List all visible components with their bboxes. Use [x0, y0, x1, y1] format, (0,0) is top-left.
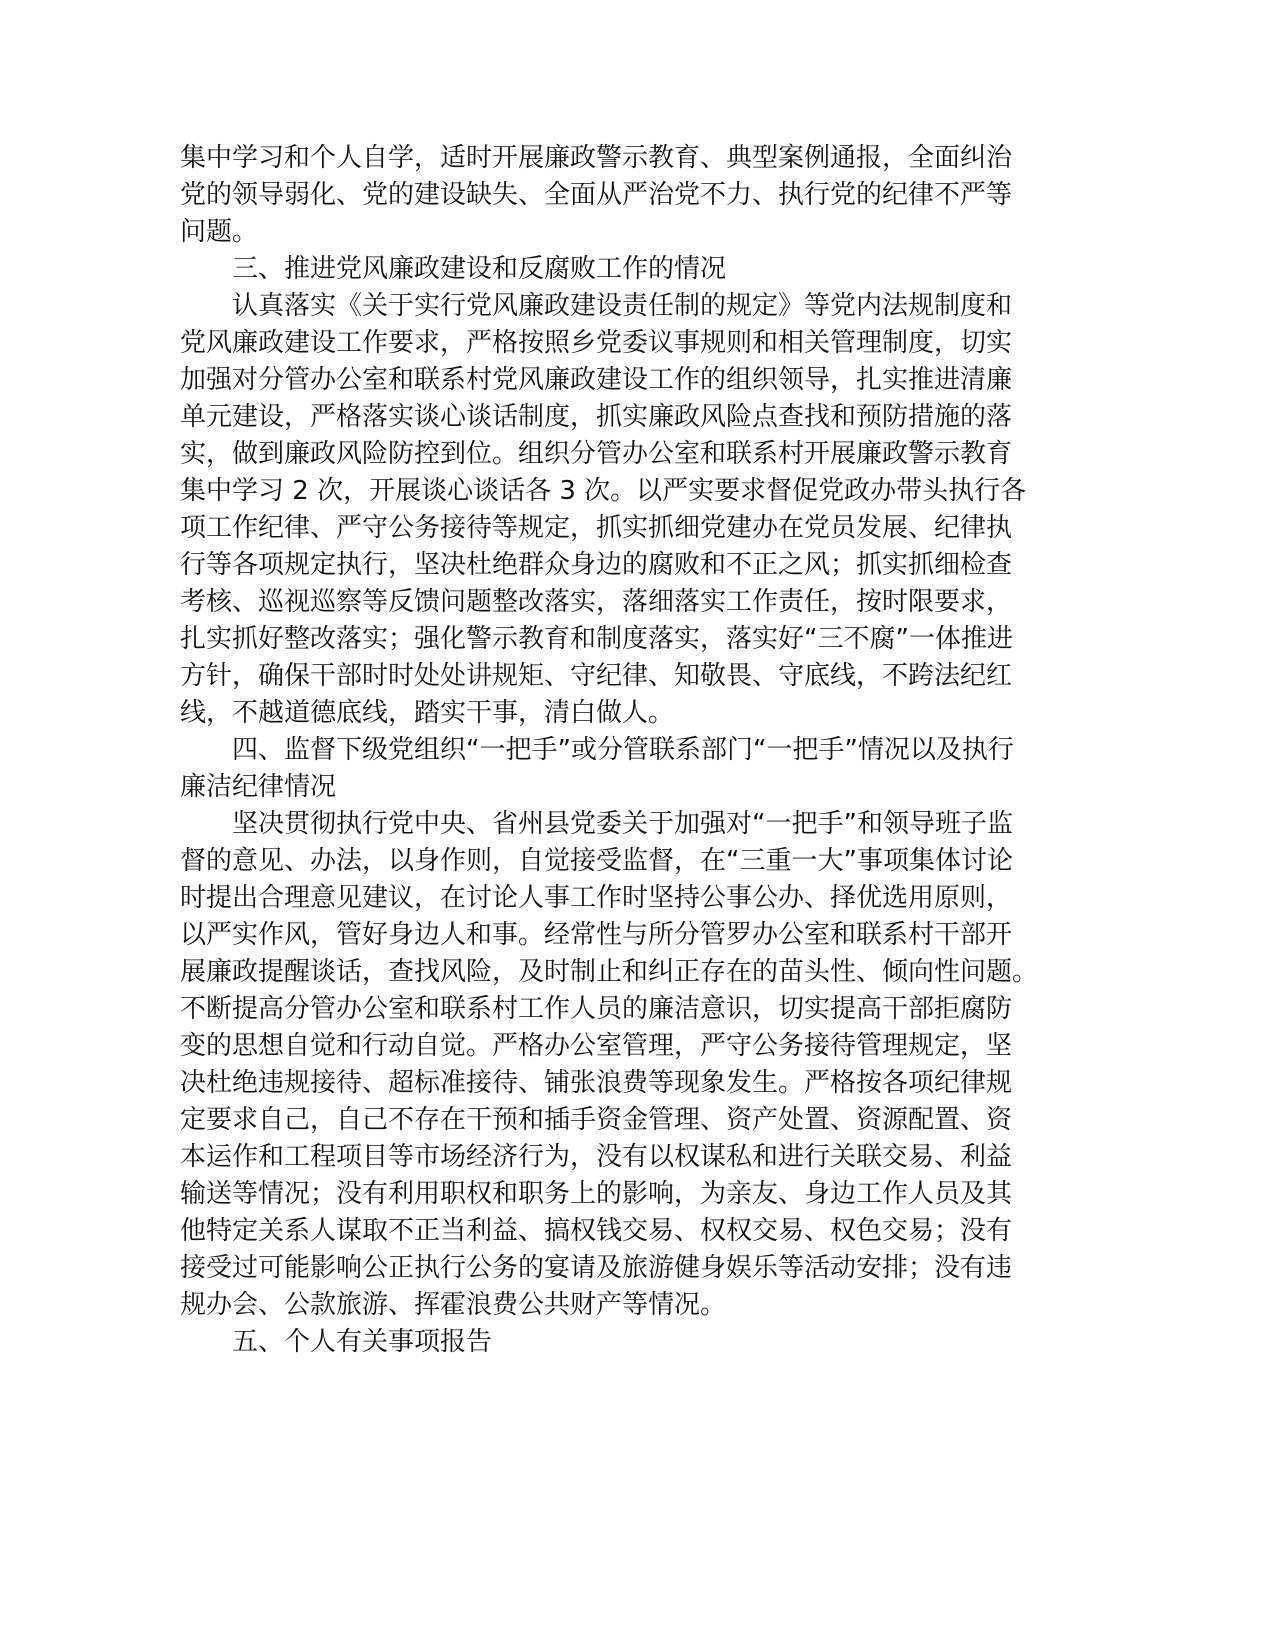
text-line: 考核、巡视巡察等反馈问题整改落实，落细落实工作责任，按时限要求，	[180, 587, 1013, 617]
document-page	[180, 140, 1038, 1361]
text-line: 展廉政提醒谈话，查找风险，及时制止和纠正存在的苗头性、倾向性问题。	[180, 957, 1039, 987]
text-line: 加强对分管办公室和联系村党风廉政建设工作的组织领导，扎实推进清廉	[180, 365, 1013, 395]
text-line: 项工作纪律、严守公务接待等规定，抓实抓细党建办在党员发展、纪律执	[180, 513, 1013, 543]
text-line: 输送等情况；没有利用职权和职务上的影响，为亲友、身边工作人员及其	[180, 1179, 1013, 1209]
text-line: 五、个人有关事项报告	[232, 1327, 493, 1357]
text-line: 四、监督下级党组织“一把手”或分管联系部门“一把手”情况以及执行	[232, 735, 1014, 765]
text-line: 认真落实《关于实行党风廉政建设责任制的规定》等党内法规制度和	[232, 291, 1013, 321]
text-line: 党风廉政建设工作要求，严格按照乡党委议事规则和相关管理制度，切实	[180, 328, 1013, 358]
text-line: 变的思想自觉和行动自觉。严格办公室管理，严守公务接待管理规定，坚	[180, 1031, 1013, 1061]
text-line: 线，不越道德底线，踏实干事，清白做人。	[180, 698, 675, 728]
text-line: 以严实作风，管好身边人和事。经常性与所分管罗办公室和联系村干部开	[180, 920, 1013, 950]
text-line: 党的领导弱化、党的建设缺失、全面从严治党不力、执行党的纪律不严等	[180, 180, 1013, 210]
text-line: 督的意见、办法，以身作则，自觉接受监督，在“三重一大”事项集体讨论	[180, 846, 1013, 876]
text-line: 单元建设，严格落实谈心谈话制度，抓实廉政风险点查找和预防措施的落	[180, 402, 1013, 432]
text-line: 问题。	[180, 217, 259, 247]
text-line: 实，做到廉政风险防控到位。组织分管办公室和联系村开展廉政警示教育	[180, 439, 1013, 469]
text-line: 坚决贯彻执行党中央、省州县党委关于加强对“一把手”和领导班子监	[232, 809, 1013, 839]
text-line: 扎实抓好整改落实；强化警示教育和制度落实，落实好“三不腐”一体推进	[180, 624, 1013, 654]
text-line: 集中学习 2 次，开展谈心谈话各 3 次。以严实要求督促党政办带头执行各	[180, 476, 1027, 506]
text-line: 三、推进党风廉政建设和反腐败工作的情况	[232, 254, 727, 284]
text-line: 集中学习和个人自学，适时开展廉政警示教育、典型案例通报，全面纠治	[180, 143, 1013, 173]
text-line: 时提出合理意见建议，在讨论人事工作时坚持公事公办、择优选用原则，	[180, 883, 1013, 913]
text-line: 他特定关系人谋取不正当利益、搞权钱交易、权权交易、权色交易；没有	[180, 1216, 1013, 1246]
text-line: 行等各项规定执行，坚决杜绝群众身边的腐败和不正之风；抓实抓细检查	[180, 550, 1013, 580]
text-line: 接受过可能影响公正执行公务的宴请及旅游健身娱乐等活动安排；没有违	[180, 1253, 1013, 1283]
text-line: 规办会、公款旅游、挥霍浪费公共财产等情况。	[180, 1290, 727, 1320]
text-line: 定要求自己，自己不存在干预和插手资金管理、资产处置、资源配置、资	[180, 1105, 1013, 1135]
text-line: 不断提高分管办公室和联系村工作人员的廉洁意识，切实提高干部拒腐防	[180, 994, 1013, 1024]
text-line: 方针，确保干部时时处处讲规矩、守纪律、知敬畏、守底线，不跨法纪红	[180, 661, 1013, 691]
text-line: 本运作和工程项目等市场经济行为，没有以权谋私和进行关联交易、利益	[180, 1142, 1013, 1172]
text-line: 廉洁纪律情况	[180, 772, 337, 802]
text-line: 决杜绝违规接待、超标准接待、铺张浪费等现象发生。严格按各项纪律规	[180, 1068, 1013, 1098]
